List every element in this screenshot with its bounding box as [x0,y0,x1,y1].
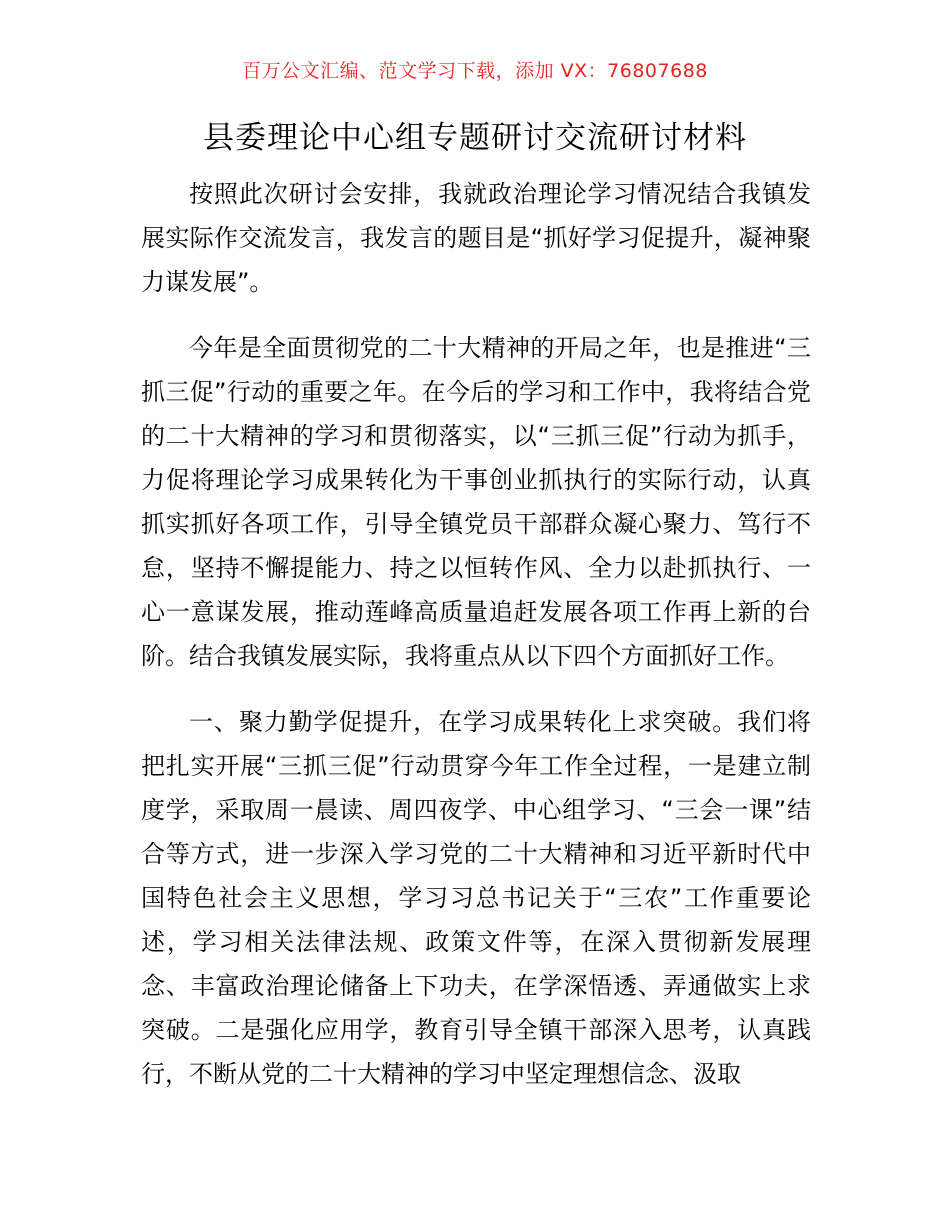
paragraph-background: 今年是全面贯彻党的二十大精神的开局之年，也是推进“三抓三促”行动的重要之年。在今后的学习和工作中，我将结合党的二十大精神的学习和贯彻落实，以“三抓三促”行动为抓手，力促将理论学习成果转化为干事创业抓执行的实际行动，认真抓实抓好各项工作，引导全镇党员干部群众凝心聚力、笃行不怠，坚持不懈提能力、持之以恒转作风、全力以赴抓执行、一心一意谋发展，推动莲峰高质量追赶发展各项工作再上新的台阶。结合我镇发展实际，我将重点从以下四个方面抓好工作。 [141,334,811,670]
paragraph-section-one: 一、聚力勤学促提升，在学习成果转化上求突破。我们将把扎实开展“三抓三促”行动贯穿今年工作全过程，一是建立制度学，采取周一晨读、周四夜学、中心组学习、“三会一课”结合等方式，进一步深入学习党的二十大精神和习近平新时代中国特色社会主义思想，学习习总书记关于“三农”工作重要论述，学习相关法律法规、政策文件等，在深入贯彻新发展理念、丰富政治理论储备上下功夫，在学深悟透、弄通做实上求突破。二是强化应用学，教育引导全镇干部深入思考，认真践行，不断从党的二十大精神的学习中坚定理想信念、汲取 [141,708,811,1088]
document-body [141,172,811,1118]
paragraph-intro: 按照此次研讨会安排，我就政治理论学习情况结合我镇发展实际作交流发言，我发言的题目是“抓好学习促提升，凝神聚力谋发展”。 [141,180,811,296]
header-banner: 百万公文汇编、范文学习下载，添加 VX：76807688 [242,60,708,82]
document-title: 县委理论中心组专题研讨交流研讨材料 [203,120,747,156]
